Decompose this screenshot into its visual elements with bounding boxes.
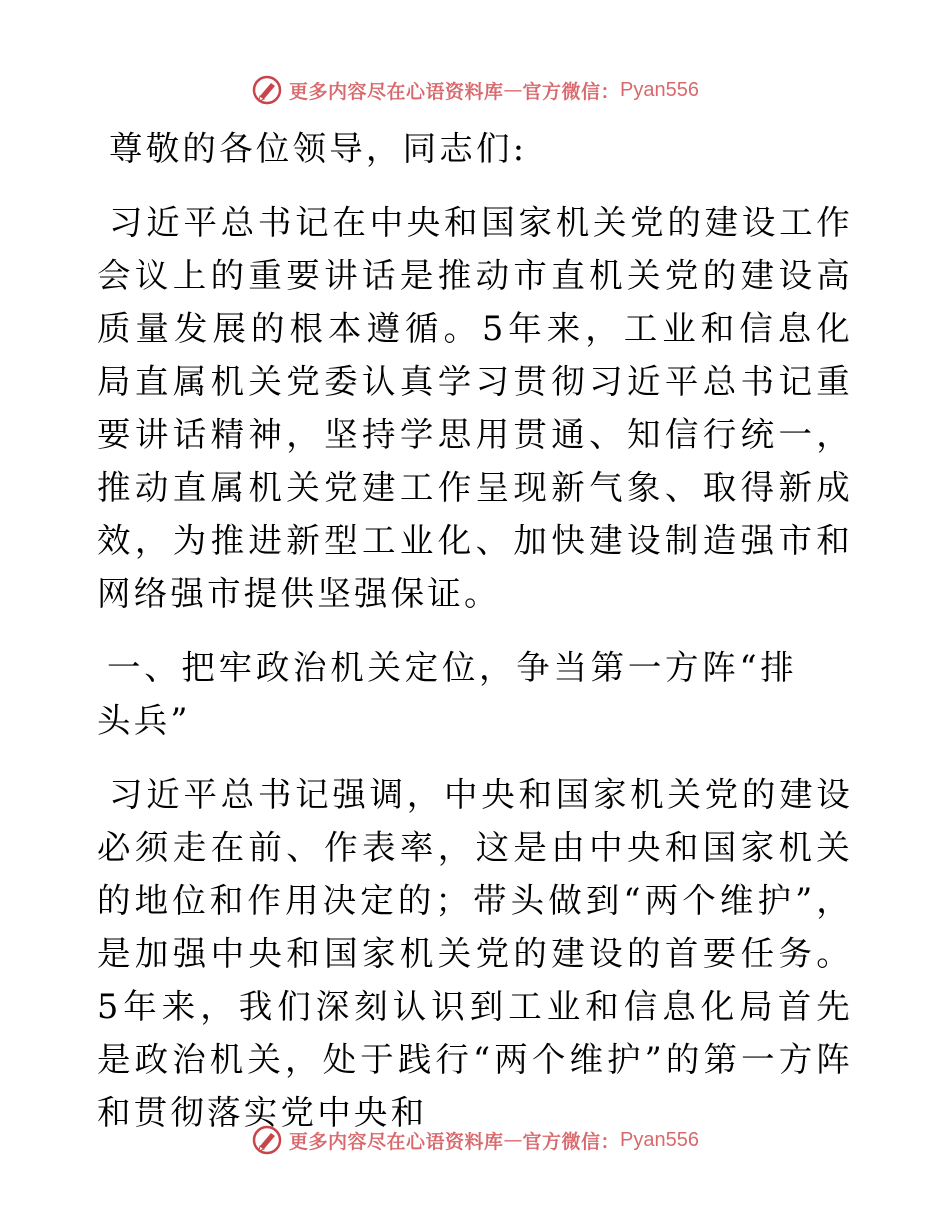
watermark-wechat-id: Pyan556 (620, 78, 699, 101)
watermark-separator: — (503, 1129, 523, 1151)
pen-logo-icon (251, 1124, 283, 1156)
watermark-wechat-id: Pyan556 (620, 1128, 699, 1151)
watermark-footer (0, 1120, 950, 1160)
greeting: 尊敬的各位领导，同志们: (109, 129, 528, 168)
paragraph-2: 习近平总书记强调，中央和国家机关党的建设必须走在前、作表率，这是由中央和国家机关的地位和作用决定的；带头做到“两个维护”，是加强中央和国家机关党的建设的首要任务。5年来，我们深刻认识到工业和信息化局首先是政治机关，处于践行“两个维护”的第一方阵和贯彻落实党中央和 (97, 775, 853, 1132)
watermark-header (0, 70, 950, 110)
section-heading-1: 一、把牢政治机关定位，争当第一方阵“排头兵” (97, 648, 797, 740)
pen-logo-icon (251, 74, 283, 106)
paragraph-1: 习近平总书记在中央和国家机关党的建设工作会议上的重要讲话是推动市直机关党的建设高质量发展的根本遵循。5年来，工业和信息化局直属机关党委认真学习贯彻习近平总书记重要讲话精神，坚持学思用贯通、知信行统一，推动直属机关党建工作呈现新气象、取得新成效，为推进新型工业化、加快建设制造强市和网络强市提供坚强保证。 (97, 203, 853, 613)
watermark-text: 更多内容尽在心语资料库 (289, 1130, 504, 1153)
watermark-wechat-label: 官方微信： (522, 1130, 621, 1153)
document-body (97, 122, 853, 1139)
watermark-separator: — (503, 79, 523, 101)
watermark-wechat-label: 官方微信： (522, 80, 621, 103)
watermark-text: 更多内容尽在心语资料库 (289, 80, 504, 103)
